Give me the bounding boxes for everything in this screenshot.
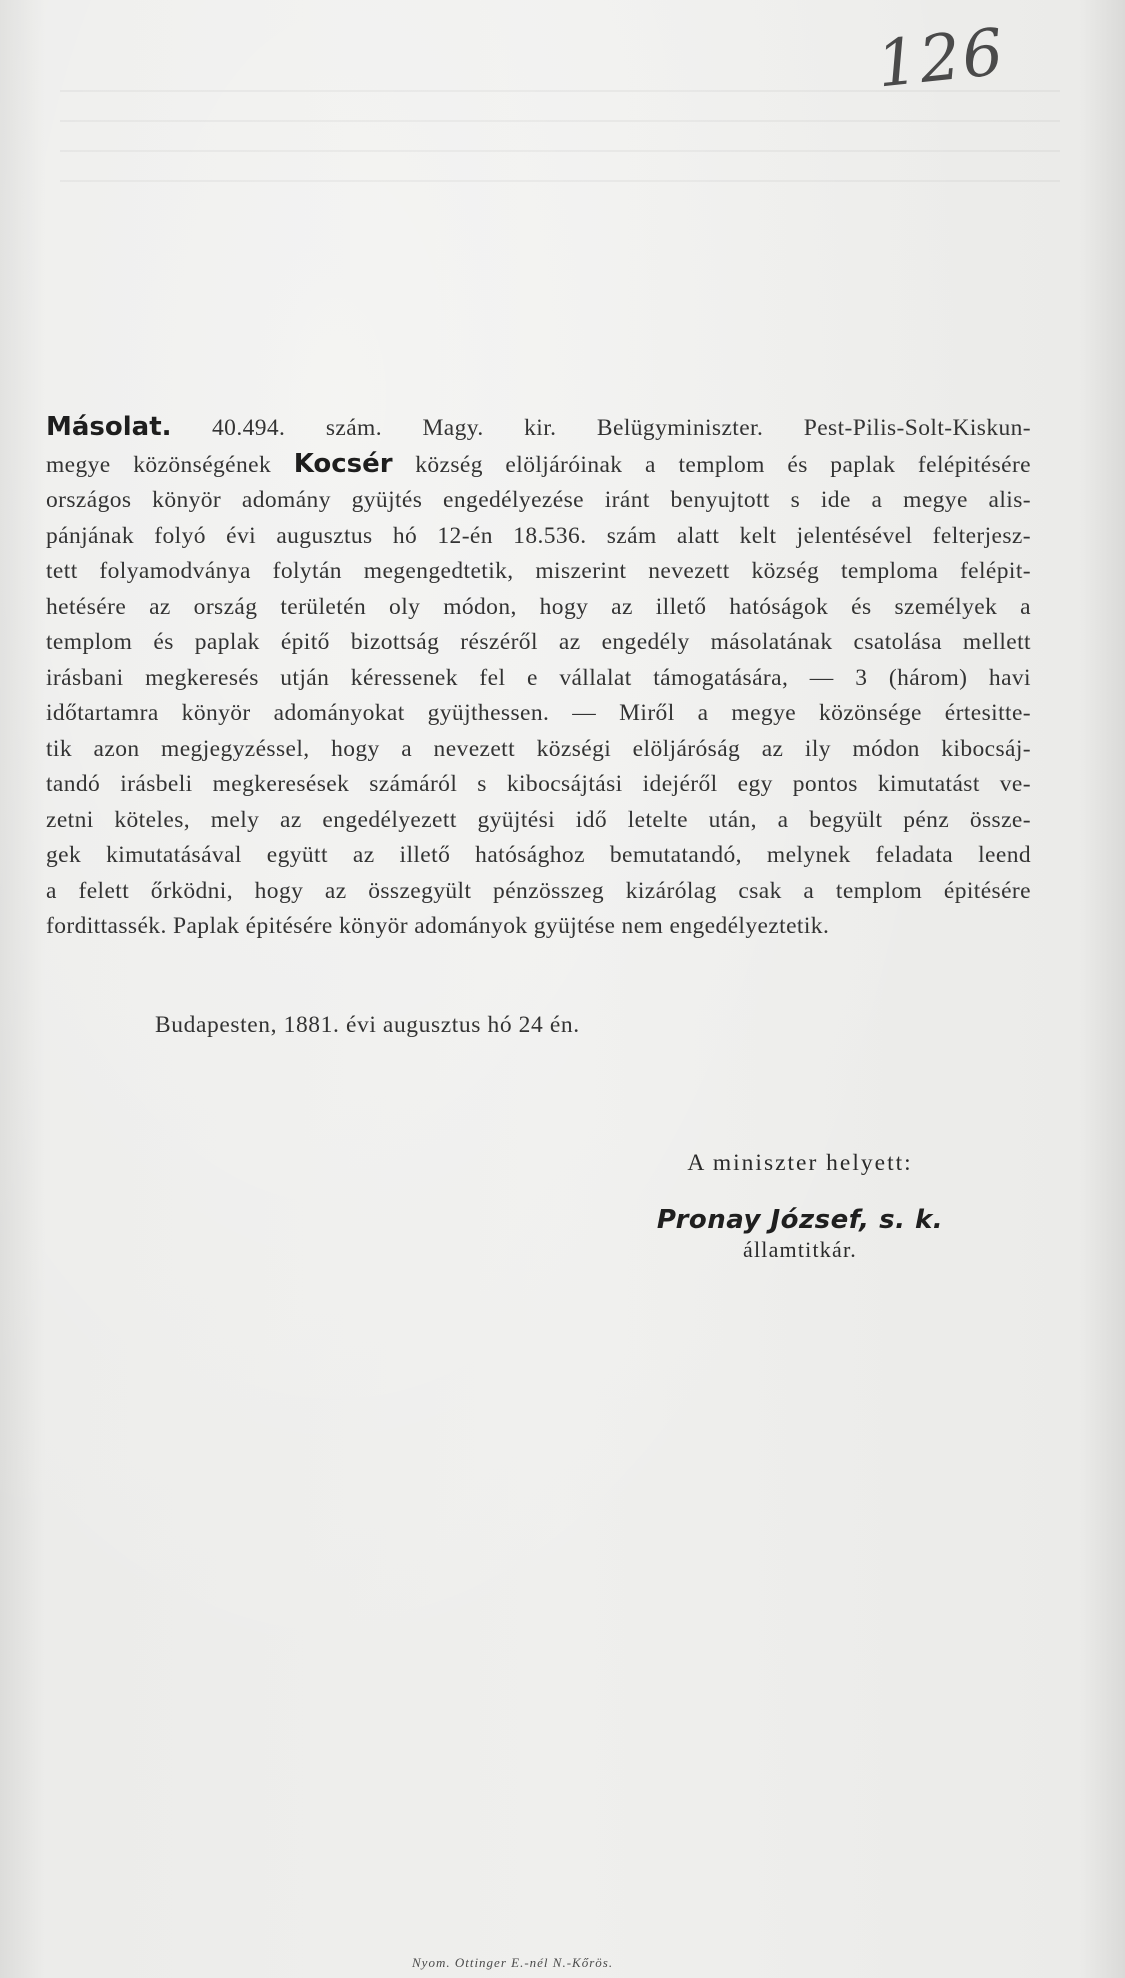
body-line: időtartamra könyör adományokat gyüjthessen. — Miről a megye közönsége értesitte- <box>46 700 1031 726</box>
body-line: tandó irásbeli megkeresések számáról s kibocsájtási idejéről egy pontos kimutatást ve- <box>46 771 1031 797</box>
signatory-title: államtitkár. <box>743 1237 857 1262</box>
decree-body <box>46 410 1031 945</box>
on-behalf-line: A miniszter helyett: <box>687 1150 913 1176</box>
signature-block <box>620 1150 980 1263</box>
body-line: országos könyör adomány gyüjtés engedélyezése iránt benyujtott s ide a megye alis- <box>46 487 1031 513</box>
printer-imprint: Nyom. Ottinger E.-nél N.-Kőrös. <box>412 1955 614 1970</box>
copy-label: Másolat. <box>46 412 172 442</box>
body-line-text: 40.494. szám. Magy. kir. Belügyminiszter. Pest-Pilis-Solt-Kiskun- <box>171 415 1031 441</box>
body-line: zetni köteles, mely az engedélyezett gyüjtési idő letelte után, a begyült pénz össze- <box>46 806 1031 833</box>
body-line-text: megye közönségének <box>46 451 294 478</box>
village-name: Kocsér <box>293 448 393 479</box>
signatory-name: Pronay József, s. k. <box>656 1205 944 1235</box>
handwritten-page-number: 126 <box>873 15 1009 103</box>
body-line <box>46 447 1031 484</box>
body-line: tik azon megjegyzéssel, hogy a nevezett községi elöljáróság az ily módon kibocsáj- <box>46 735 1031 762</box>
body-line-text: község elöljáróinak a templom és paplak felépitésére <box>392 451 1032 478</box>
body-line: templom és paplak épitő bizottság részéről az engedély másolatának csatolása mellett <box>46 629 1031 655</box>
body-line: hetésére az ország területén oly módon, hogy az illető hatóságok és személyek a <box>46 593 1031 620</box>
body-line: gek kimutatásával együtt az illető hatósághoz bemutatandó, melynek feladata leend <box>46 842 1031 868</box>
body-line: irásbani megkeresés utján kéressenek fel e vállalat támogatására, — 3 (három) havi <box>46 664 1031 691</box>
body-line: a felett őrködni, hogy az összegyült pénzösszeg kizárólag csak a templom épitésére <box>46 877 1031 904</box>
body-line <box>46 410 1031 447</box>
body-line: tett folyamodványa folytán megengedtetik, miszerint nevezett község temploma felépit- <box>46 558 1031 584</box>
bleed-through-texture <box>60 90 1060 190</box>
date-line: Budapesten, 1881. évi augusztus hó 24 én. <box>155 1012 580 1038</box>
body-line: fordittassék. Paplak épitésére könyör adományok gyüjtése nem engedélyeztetik. <box>46 913 830 939</box>
body-line: pánjának folyó évi augusztus hó 12-én 18.536. szám alatt kelt jelentésével felterjesz- <box>46 522 1031 549</box>
